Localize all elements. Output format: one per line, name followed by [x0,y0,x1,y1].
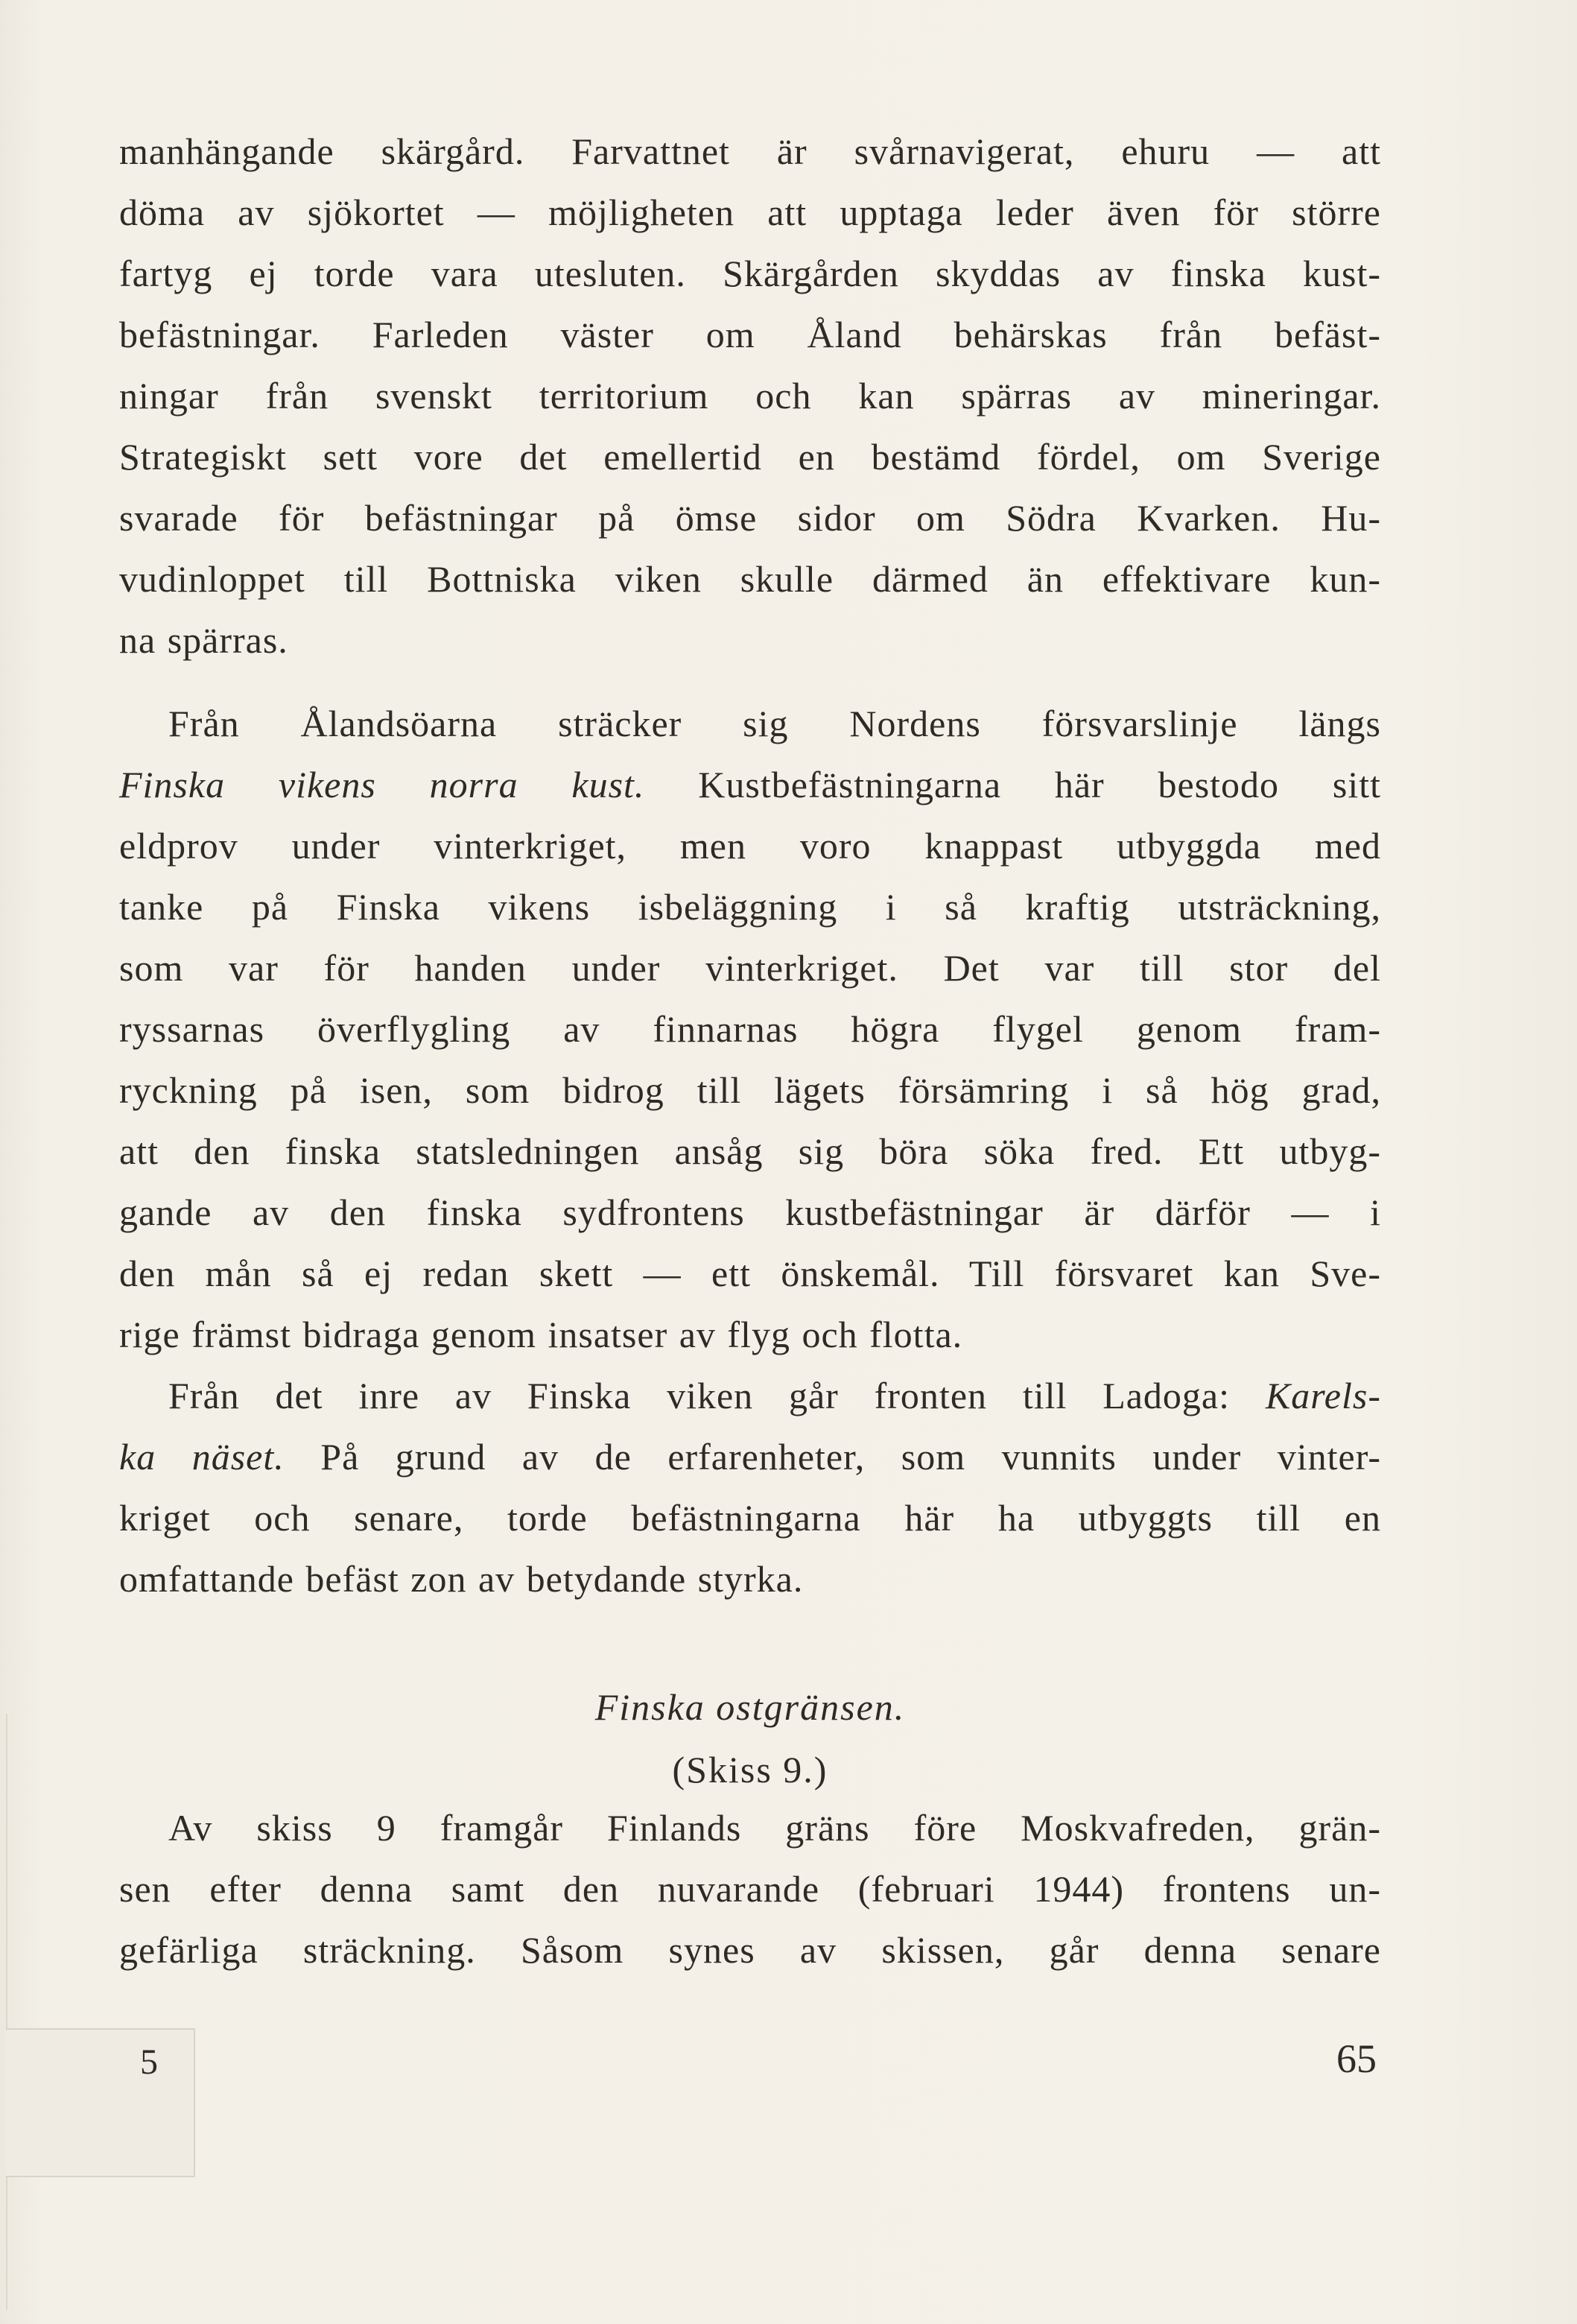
text-line: vudinloppet till Bottniska viken skulle därmed än effektivare kun- [119,558,1381,600]
text-line: ningar från svenskt territorium och kan spärras av mineringar. [119,375,1381,417]
page-edge-mark [6,2028,195,2177]
text-line: ryckning på isen, som bidrog till lägets försämring i så hög grad, [119,1069,1381,1111]
text-line: eldprov under vinterkriget, men voro knappast utbyggda med [119,825,1381,867]
text-line-mixed [119,1426,1381,1487]
text-line-mixed [119,1365,1381,1426]
text-line: den mån så ej redan skett — ett önskemål. Till försvaret kan Sve- [119,1253,1381,1294]
text-fragment: Från det inre av Finska viken går fronten till Ladoga: [168,1375,1266,1416]
text-line: som var för handen under vinterkriget. Det var till stor del [119,947,1381,989]
text-line: manhängande skärgård. Farvattnet är svårnavigerat, ehuru — att [119,130,1381,172]
text-line: gefärliga sträckning. Såsom synes av skissen, går denna senare [119,1929,1381,1971]
section-title-text: Finska ostgränsen. [594,1686,906,1728]
text-line: kriget och senare, torde befästningarna här ha utbyggts till en [119,1497,1381,1539]
text-line: ryssarnas överflygling av finnarnas högra flygel genom fram- [119,1008,1381,1050]
signature-mark: 5 [140,2042,158,2082]
paragraph-2 [119,693,1381,1365]
italic-place-name: Finska vikens norra kust. [119,764,645,805]
paragraph-3 [119,1365,1381,1609]
text-line-mixed [119,754,1381,815]
text-line: tanke på Finska vikens isbeläggning i så kraftig utsträckning, [119,886,1381,928]
text-fragment: På grund av de erfarenheter, som vunnits under vinter- [284,1436,1382,1478]
text-line: na spärras. [119,619,288,661]
text-line: Från Ålandsöarna sträcker sig Nordens försvarslinje längs [168,703,1381,744]
text-line: gande av den finska sydfrontens kustbefästningar är därför — i [119,1191,1381,1233]
text-line: Av skiss 9 framgår Finlands gräns före Moskvafreden, grän- [168,1807,1381,1849]
paragraph-4 [119,1797,1381,1981]
text-line: Strategiskt sett vore det emellertid en bestämd fördel, om Sverige [119,436,1381,478]
section-title [119,1676,1381,1738]
text-line: att den finska statsledningen ansåg sig böra söka fred. Ett utbyg- [119,1130,1381,1172]
italic-place-name: Karels- [1265,1375,1381,1416]
page-number: 65 [1336,2036,1377,2081]
italic-place-name: ka näset. [119,1436,285,1478]
text-line: rige främst bidraga genom insatser av flyg och flotta. [119,1314,963,1355]
text-line: omfattande befäst zon av betydande styrka. [119,1558,804,1600]
text-line: sen efter denna samt den nuvarande (februari 1944) frontens un- [119,1868,1381,1910]
text-line: döma av sjökortet — möjligheten att upptaga leder även för större [119,191,1381,233]
text-line: svarade för befästningar på ömse sidor om Södra Kvarken. Hu- [119,497,1381,539]
section-subtitle: (Skiss 9.) [672,1749,828,1791]
page-edge-line [6,1714,7,2310]
text-fragment: Kustbefästningarna här bestodo sitt [644,764,1382,805]
text-line: fartyg ej torde vara utesluten. Skärgården skyddas av finska kust- [119,253,1381,294]
paragraph-1 [119,121,1381,671]
text-line: befästningar. Farleden väster om Åland behärskas från befäst- [119,314,1381,355]
